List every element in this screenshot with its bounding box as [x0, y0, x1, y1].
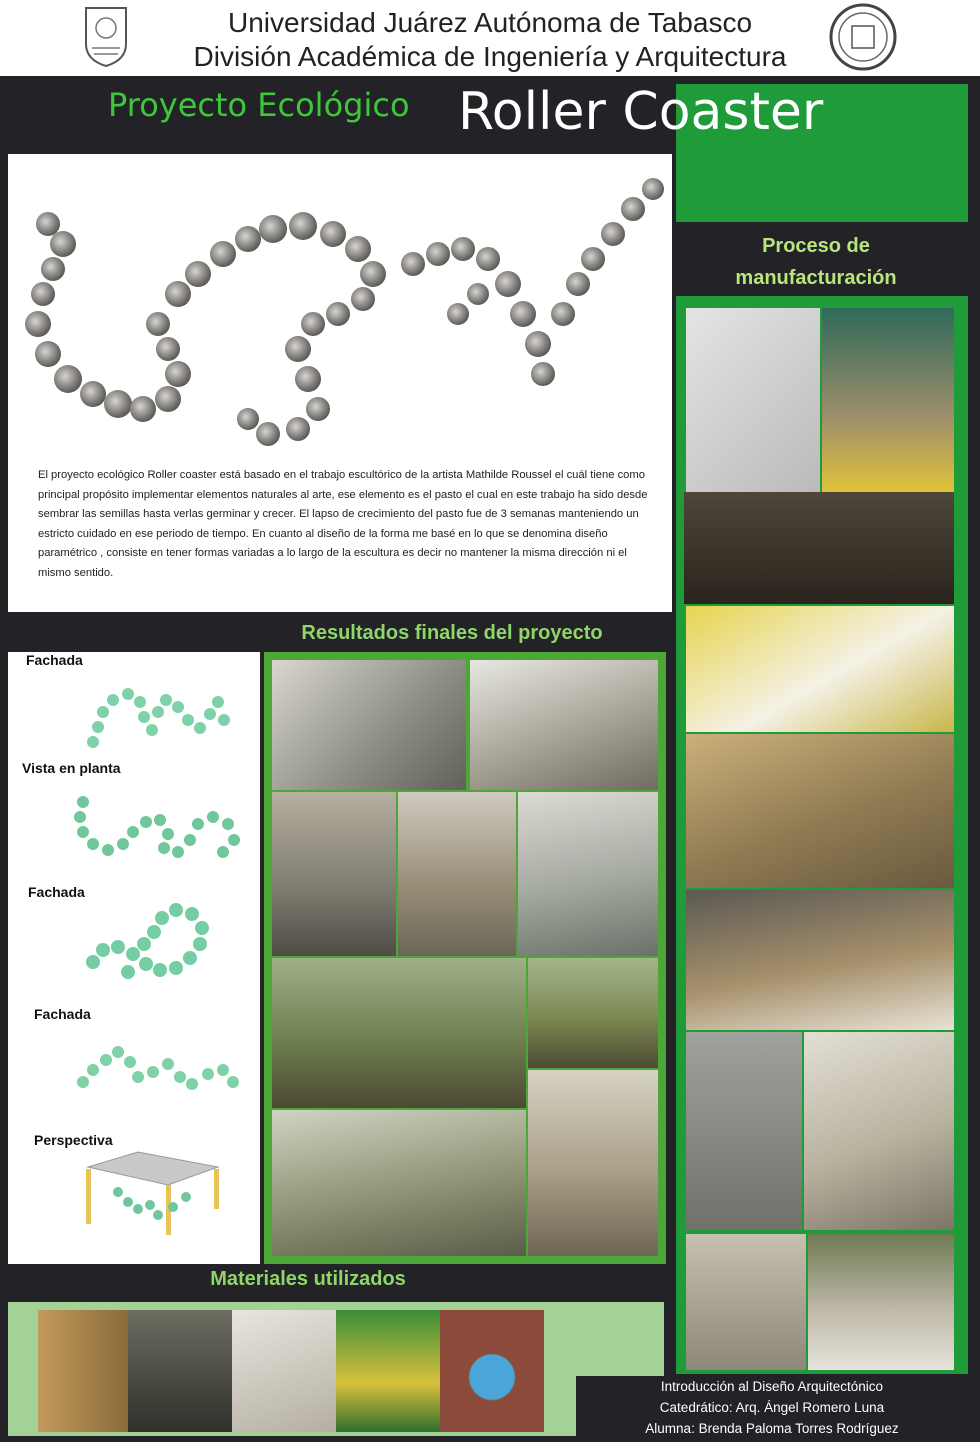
process-photo-10 — [808, 1234, 954, 1370]
process-photo-9 — [686, 1234, 806, 1370]
materials-title: Materiales utilizados — [210, 1268, 406, 1290]
ujat-crest-icon — [78, 4, 134, 68]
process-photo-5 — [686, 734, 954, 888]
material-twine-photo — [440, 1310, 544, 1432]
process-photo-6 — [686, 890, 954, 1030]
division-name: División Académica de Ingeniería y Arquitectura — [193, 41, 787, 72]
ujat-seal-icon — [828, 2, 898, 72]
result-photo-2 — [470, 660, 658, 790]
process-photo-1 — [686, 308, 820, 492]
project-description: El proyecto ecológico Roller coaster está basado en el trabajo escultórico de la artista Mathilde Roussel el cuál tiene como principal propósito implementar elementos naturales al arte, ese elemento es el pasto el cual en este trabajo ha sido desde sembrar las semillas hasta verlas germinar y crecer. El lapso de crecimiento del pasto fue de 3 semanas manteniendo un estricto cuidado en ese periodo de tiempo. En cuanto al diseño de la forma me basé en lo que se denomina diseño paramétrico , consiste en tener formas variadas a lo largo de la escultura es decir no mantener la misma dirección ni el mismo sentido. — [38, 469, 648, 579]
result-photo-5 — [518, 792, 658, 956]
course-name: Introducción al Diseño Arquitectónico — [660, 1379, 884, 1394]
result-photo-9 — [528, 1070, 658, 1256]
student-name: Alumna: Brenda Paloma Torres Rodríguez — [645, 1421, 899, 1436]
credits-box — [576, 1376, 968, 1442]
process-photo-4 — [686, 606, 954, 732]
view-label-fachada-1: Fachada — [26, 652, 83, 668]
views-panel — [8, 652, 260, 1264]
fachada-render-2 — [68, 892, 238, 992]
process-title-line2: manufacturación — [735, 267, 897, 289]
fachada-render-3 — [68, 1032, 248, 1102]
material-soil-photo — [128, 1310, 232, 1432]
university-heading — [150, 6, 830, 74]
result-photo-4 — [398, 792, 516, 956]
view-label-perspectiva: Perspectiva — [34, 1132, 113, 1148]
results-title: Resultados finales del proyecto — [301, 622, 603, 644]
result-photo-7 — [528, 958, 658, 1068]
perspectiva-render — [78, 1147, 228, 1237]
material-stocking-photo — [232, 1310, 336, 1432]
result-photo-6 — [272, 958, 526, 1108]
process-title — [684, 230, 948, 294]
view-label-fachada-3: Fachada — [34, 1006, 91, 1022]
result-photo-8 — [272, 1110, 526, 1256]
project-subtitle: Proyecto Ecológico — [108, 86, 410, 124]
header-band — [0, 0, 980, 76]
material-seeds-photo — [336, 1310, 440, 1432]
process-title-line1: Proceso de — [762, 235, 870, 257]
process-photo-3 — [684, 492, 954, 604]
project-title: Roller Coaster — [458, 82, 824, 142]
process-collage — [676, 296, 968, 1374]
material-wood-photo — [38, 1310, 128, 1432]
view-label-planta: Vista en planta — [22, 760, 121, 776]
professor-name: Catedrático: Arq. Ángel Romero Luna — [659, 1400, 885, 1415]
university-name: Universidad Juárez Autónoma de Tabasco — [227, 7, 753, 38]
result-photo-3 — [272, 792, 396, 956]
sculpture-photo — [18, 164, 668, 454]
results-collage — [264, 652, 666, 1264]
process-photo-7 — [686, 1032, 802, 1230]
result-photo-1 — [272, 660, 466, 790]
view-label-fachada-2: Fachada — [28, 884, 85, 900]
process-photo-2 — [822, 308, 954, 492]
materials-strip — [8, 1302, 664, 1436]
fachada-render-1 — [78, 662, 238, 752]
planta-render — [68, 782, 248, 872]
main-description-panel — [8, 154, 672, 612]
process-photo-8 — [804, 1032, 954, 1230]
